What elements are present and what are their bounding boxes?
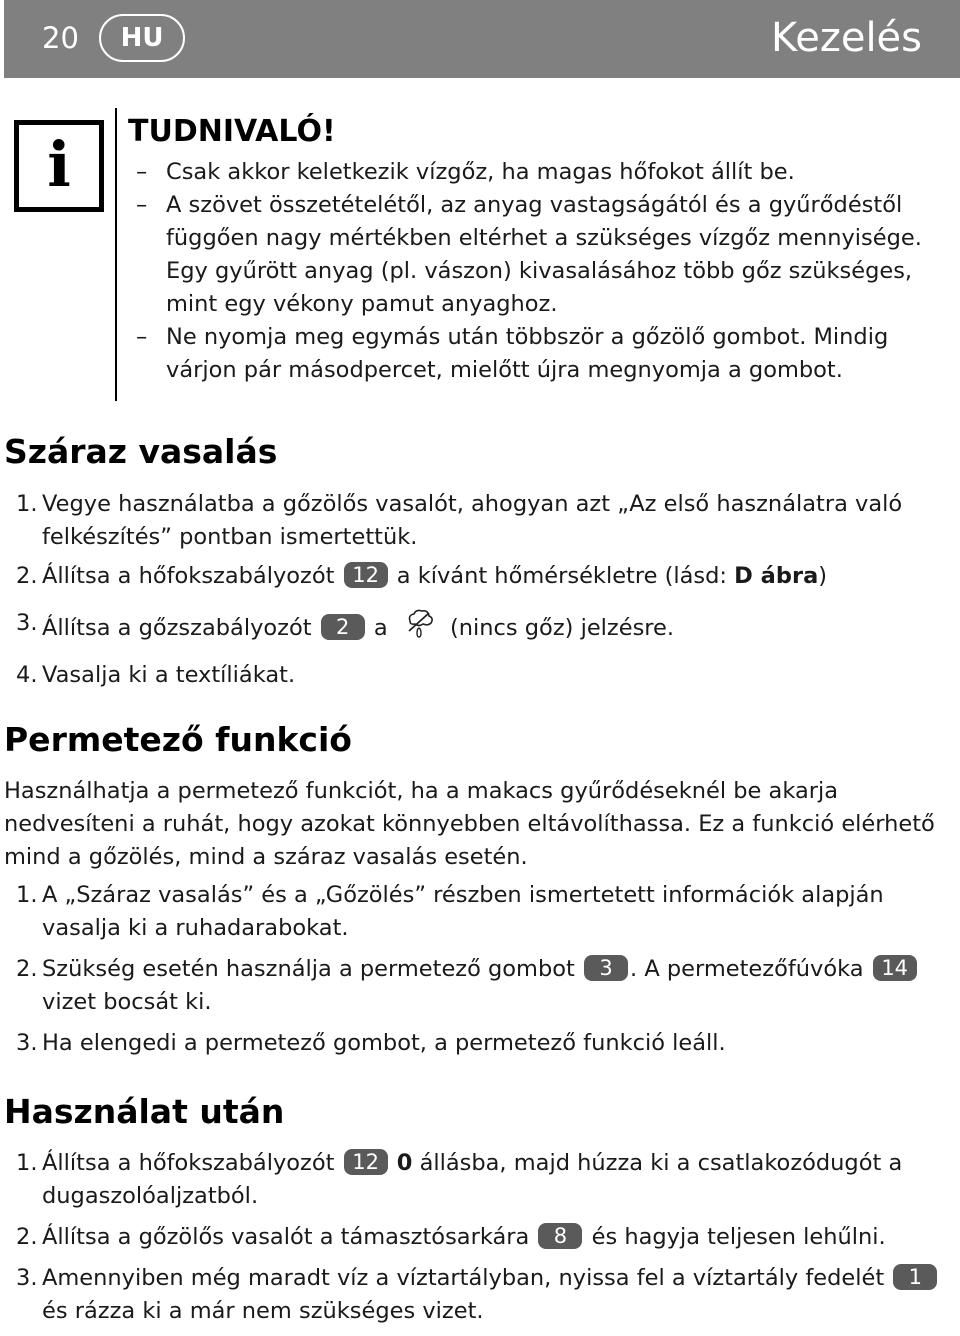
dry-ironing-steps [16, 488, 956, 700]
spray-intro: Használhatja a permetező funkciót, ha a makacs gyűrődéseknél be akarja nedvesíteni a ruhát, hogy azokat könnyebben eltávolíthassa. Ez a funkció elérhető mind a gőzölés, mind a száraz vasalás esetén. [4, 778, 935, 870]
list-item: 3. Amennyiben még maradt víz a víztartályban, nyissa fel a víztartály fedelét 1 és rázza ki a már nem szükséges vizet. [16, 1262, 956, 1328]
note-item: – A szövet összetételétől, az anyag vastagságától és a gyűrődéstől függően nagy mértékben eltérhet a szükséges vízgőz mennyisége. Egy gyűrött anyag (pl. vászon) kivasalásához több gőz szükséges, mint egy vékony pamut anyaghoz. [136, 192, 922, 317]
list-item: 1. A „Száraz vasalás” és a „Gőzölés” részben ismertetett információk alapján vasalja ki a ruhadarabokat. [16, 882, 884, 941]
list-item: 2. Szükség esetén használja a permetező gombot 3 . A permetezőfúvóka 14 vizet bocsát ki. [16, 953, 956, 1019]
spray-steps [16, 879, 956, 1068]
list-item: 3. Ha elengedi a permetező gombot, a permetező funkció leáll. [16, 1030, 726, 1056]
ref-badge: 1 [893, 1264, 937, 1290]
page-number: 20 [42, 21, 79, 55]
ref-badge: 12 [344, 562, 388, 588]
list-item: 3. Állítsa a gőzszabályozót 2 a (nincs gőz) jelzésre. [16, 607, 956, 645]
ref-badge: 12 [344, 1149, 388, 1175]
ref-badge: 8 [538, 1223, 582, 1249]
list-item: 1. Vegye használatba a gőzölős vasalót, ahogyan azt „Az első használatra való felkészítés” pontban ismertettük. [16, 491, 903, 550]
info-icon: i [14, 120, 104, 212]
note-list [136, 156, 936, 387]
ref-badge: 2 [321, 614, 365, 640]
list-item: 2. Állítsa a hőfokszabályozót 12 a kívánt hőmérsékletre (lásd: D ábra) [16, 563, 828, 589]
language-badge: HU [99, 14, 185, 62]
list-item: 2. Állítsa a gőzölős vasalót a támasztósarkára 8 és hagyja teljesen lehűlni. [16, 1224, 886, 1250]
list-item: 1. Állítsa a hőfokszabályozót 12 0 állásba, majd húzza ki a csatlakozódugót a dugaszolóaljzatból. [16, 1150, 903, 1209]
note-divider [115, 108, 117, 401]
after-use-heading: Használat után [4, 1092, 285, 1131]
dry-ironing-heading: Száraz vasalás [4, 432, 278, 471]
page-header [4, 0, 960, 78]
spray-heading: Permetező funkció [4, 720, 352, 759]
no-steam-icon [401, 607, 437, 643]
ref-badge: 14 [873, 955, 917, 981]
list-item: 4. Vasalja ki a textíliákat. [16, 662, 296, 688]
section-title: Kezelés [770, 15, 922, 61]
after-use-steps [16, 1147, 956, 1336]
ref-badge: 3 [584, 955, 628, 981]
note-item: – Ne nyomja meg egymás után többször a gőzölő gombot. Mindig várjon pár másodpercet, mielőtt újra megnyomja a gombot. [136, 324, 889, 383]
note-title: TUDNIVALÓ! [128, 114, 336, 149]
note-item: – Csak akkor keletkezik vízgőz, ha magas hőfokot állít be. [136, 159, 795, 185]
